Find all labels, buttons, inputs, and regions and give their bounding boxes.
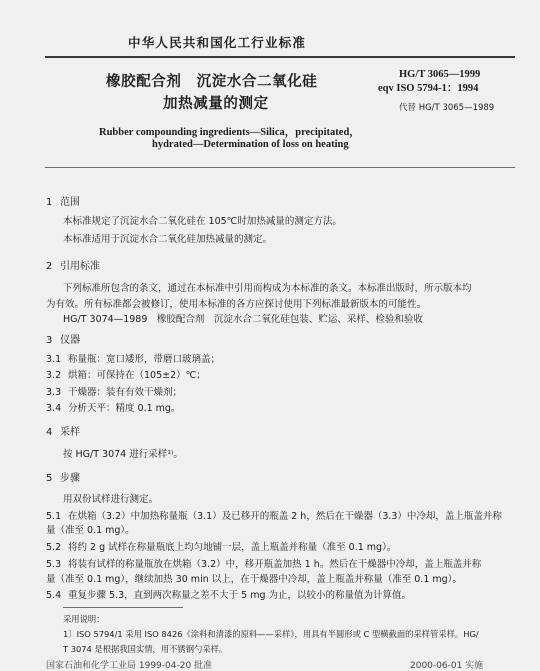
section-4-heading	[46, 423, 80, 438]
standard-number: HG/T 3065—1999	[399, 69, 481, 80]
section-number: 4	[46, 427, 53, 438]
title-english-line2: hydrated—Determination of loss on heating	[152, 139, 349, 150]
section-5-intro: 用双份试样进行测定。	[63, 494, 159, 505]
step-text-line1: 将约 2 g 试样在称量瓶底上均匀地铺一层，盖上瓶盖并称量（准至 0.1 mg）。	[68, 542, 397, 553]
normative-reference: HG/T 3074—1989 橡胶配合剂 沉淀水合二氧化硅包装、贮运、采样、检验和验收	[63, 314, 423, 325]
item-number: 3.2	[46, 370, 62, 381]
item-text: 分析天平：精度 0.1 mg。	[68, 403, 181, 414]
footnote-rule	[63, 607, 183, 608]
section-3-heading	[46, 331, 80, 346]
section-1-paragraph-1: 本标准规定了沉淀水合二氧化硅在 105℃时加热减量的测定方法。	[63, 216, 342, 227]
step-text-line2: 量（准至 0.1 mg），继续加热 30 min 以上，在干燥器中冷却，盖上瓶盖并称量（准至 0.1 mg）。	[46, 574, 462, 585]
section-number: 2	[46, 261, 53, 272]
approval-date: 国家石油和化学工业局 1999-04-20 批准	[46, 661, 213, 671]
implementation-date: 2000-06-01 实施	[410, 661, 484, 671]
item-text: 称量瓶：宽口矮形，带磨口玻璃盖；	[68, 354, 221, 365]
item-number: 5.2	[46, 542, 62, 553]
step-text-line1: 重复步骤 5.3，直到两次称量之差不大于 5 mg 为止，以较小的称量值为计算值。	[68, 590, 412, 601]
replaced-standard: 代替 HG/T 3065—1989	[399, 103, 495, 113]
title-chinese-line1: 橡胶配合剂 沉淀水合二氧化硅	[106, 74, 318, 90]
section-title: 采样	[60, 427, 80, 438]
item-number: 5.3	[46, 559, 62, 570]
item-number: 5.1	[46, 511, 62, 522]
section-title: 引用标准	[60, 261, 100, 272]
apparatus-item	[46, 351, 220, 365]
procedure-step	[46, 587, 411, 601]
section-title: 仪器	[60, 335, 80, 346]
footnote-line2: T 3074 是根据我国实情，用不锈钢勺采样。	[63, 644, 228, 654]
section-number: 3	[46, 335, 53, 346]
section-5-heading	[46, 469, 80, 484]
section-number: 1	[46, 197, 53, 208]
step-text-line1: 将装有试样的称量瓶放在烘箱（3.2）中，移开瓶盖加热 1 h。然后在干燥器中冷却，盖上瓶盖并称	[68, 559, 482, 570]
procedure-step	[46, 556, 481, 570]
section-number: 5	[46, 473, 53, 484]
section-2-heading	[46, 257, 100, 272]
header-rule	[45, 56, 515, 58]
footnote-line1: 1〕ISO 5794/1 采用 ISO 8426《涂料和清漆的原料——采样》，用具有半圆形或 C 型横截面的采样管采样。HG/	[63, 629, 479, 639]
apparatus-item	[46, 367, 206, 381]
step-text-line2: 量（准至 0.1 mg）。	[46, 525, 135, 536]
procedure-step	[46, 508, 502, 522]
equivalent-standard: eqv ISO 5794-1：1994	[378, 83, 479, 94]
section-4-paragraph: 按 HG/T 3074 进行采样¹⁾。	[63, 449, 183, 460]
item-text: 干燥器：装有有效干燥剂；	[68, 387, 183, 398]
apparatus-item	[46, 400, 180, 414]
item-number: 3.3	[46, 387, 62, 398]
section-2-paragraph-line2: 为有效。所有标准都会被修订，使用本标准的各方应探讨使用下列标准最新版本的可能性。	[46, 299, 427, 310]
section-title: 范围	[60, 197, 80, 208]
item-number: 3.1	[46, 354, 62, 365]
section-1-heading	[46, 193, 80, 208]
title-chinese-line2: 加热减量的测定	[163, 96, 269, 112]
item-number: 3.4	[46, 403, 62, 414]
apparatus-item	[46, 384, 182, 398]
item-text: 烘箱：可保持在（105±2）℃；	[68, 370, 206, 381]
section-1-paragraph-2: 本标准适用于沉淀水合二氧化硅加热减量的测定。	[63, 234, 273, 245]
industry-standard-header: 中华人民共和国化工行业标准	[128, 35, 307, 50]
footnote-heading: 采用说明：	[63, 614, 105, 624]
title-separator-rule	[45, 167, 515, 168]
title-english-line1: Rubber compounding ingredients—Silica，precipitated，	[99, 127, 360, 138]
section-title: 步骤	[60, 473, 80, 484]
section-2-paragraph-line1: 下列标准所包含的条文，通过在本标准中引用而构成为本标准的条文。本标准出版时，所示版本均	[63, 283, 472, 294]
procedure-step	[46, 539, 396, 553]
item-number: 5.4	[46, 590, 62, 601]
step-text-line1: 在烘箱（3.2）中加热称量瓶（3.1）及已移开的瓶盖 2 h，然后在干燥器（3.3）中冷却，盖上瓶盖并称	[68, 511, 502, 522]
